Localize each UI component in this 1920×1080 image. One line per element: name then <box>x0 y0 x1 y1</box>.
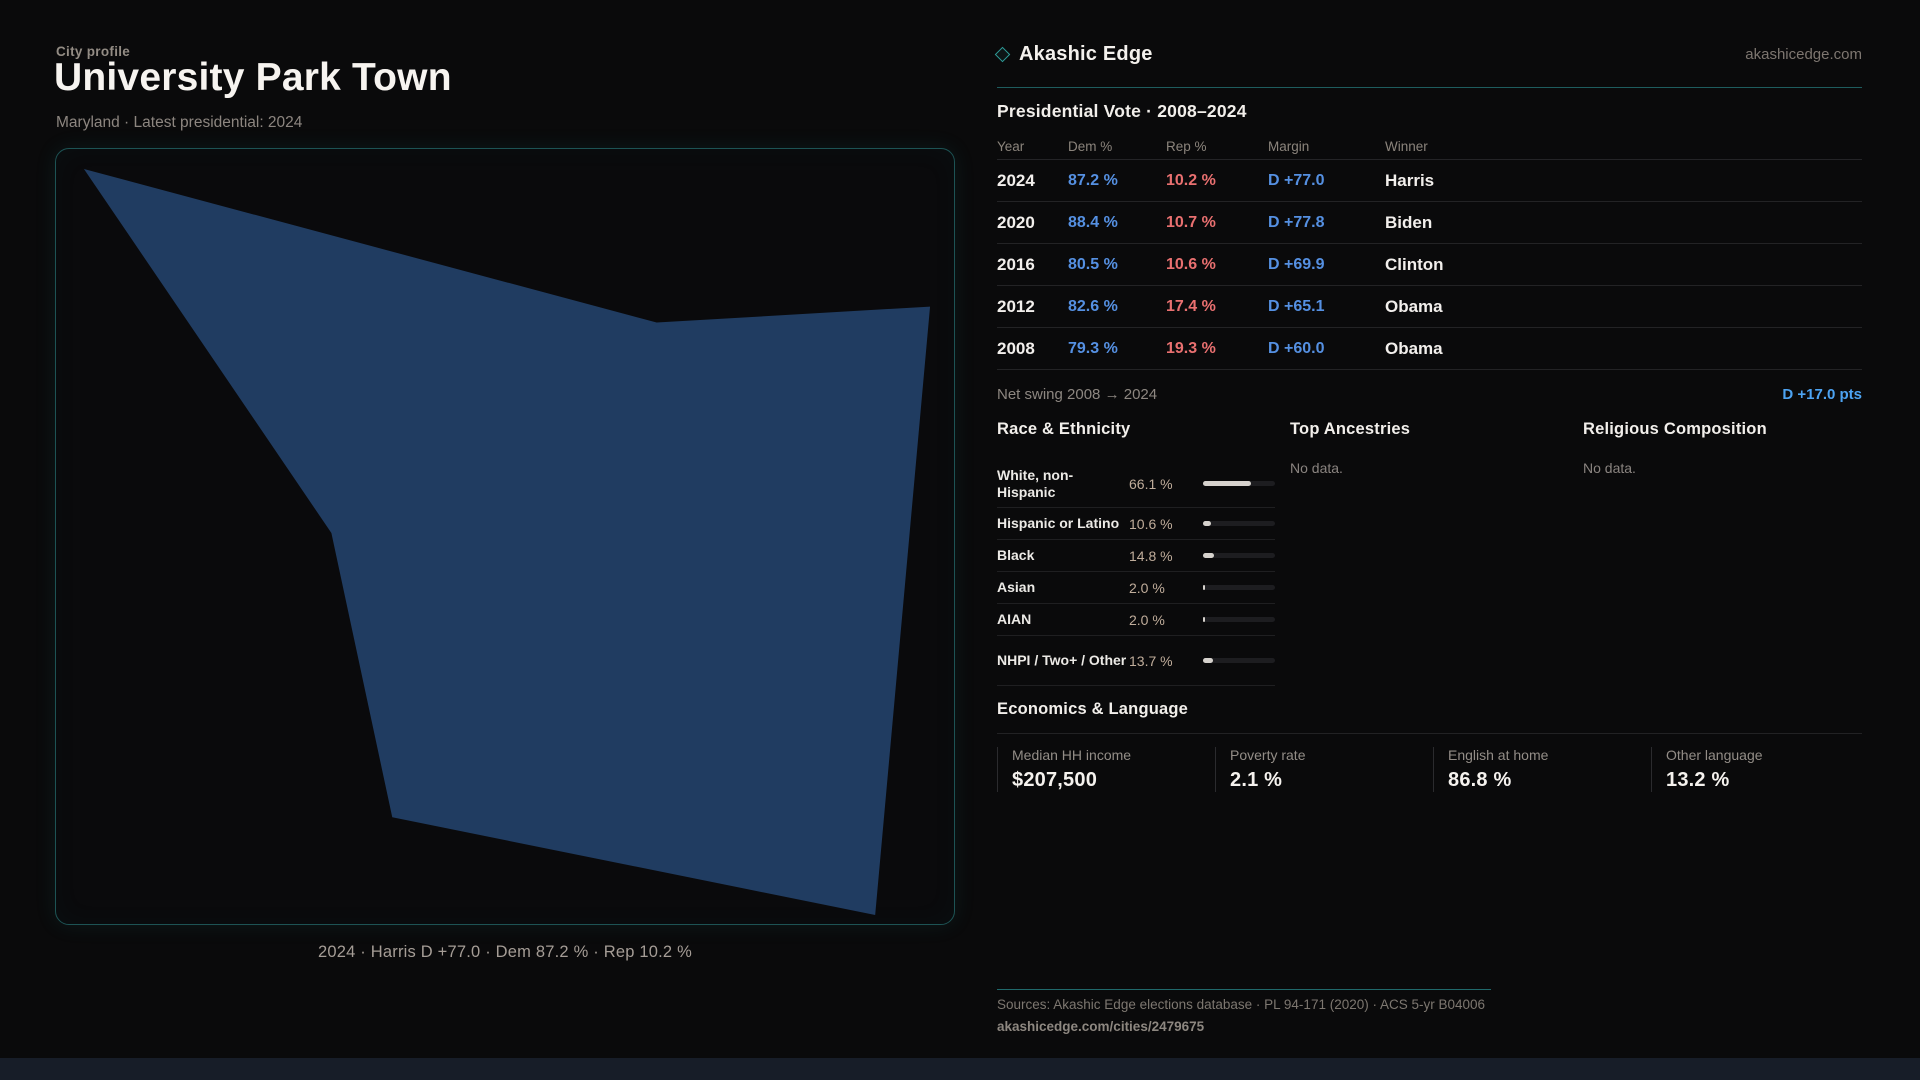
race-bar <box>1203 658 1275 663</box>
dem-cell: 87.2 % <box>1068 171 1118 189</box>
margin-cell: D +77.8 <box>1268 213 1325 231</box>
race-bar <box>1203 481 1275 486</box>
race-bar <box>1203 553 1275 558</box>
race-row <box>997 636 1275 686</box>
page-title: University Park Town <box>54 56 452 99</box>
margin-cell: D +65.1 <box>1268 297 1325 315</box>
race-row <box>997 540 1275 572</box>
race-bar <box>1203 521 1275 526</box>
race-label: White, non-Hispanic <box>997 466 1074 500</box>
ancestries-section <box>1290 420 1568 686</box>
stat-value: 13.2 % <box>1666 769 1730 791</box>
margin-cell: D +60.0 <box>1268 339 1325 357</box>
vote-table-body <box>997 160 1862 370</box>
col-margin: Margin <box>1268 139 1310 154</box>
race-value: 2.0 % <box>1129 579 1165 596</box>
brand-header <box>997 43 1862 66</box>
rep-cell: 10.6 % <box>1166 255 1216 273</box>
race-section-title: Race & Ethnicity <box>997 420 1131 438</box>
rep-cell: 10.2 % <box>1166 171 1216 189</box>
col-winner: Winner <box>1385 139 1428 154</box>
table-row <box>997 160 1862 202</box>
stat-other-language <box>1651 747 1862 792</box>
diamond-icon <box>995 47 1011 63</box>
demographics-columns <box>997 420 1862 686</box>
bottom-strip <box>0 1058 1920 1080</box>
footer-permalink[interactable]: akashicedge.com/cities/2479675 <box>997 1019 1205 1034</box>
net-swing-row <box>997 371 1862 417</box>
city-map-panel <box>55 148 955 925</box>
table-row <box>997 328 1862 370</box>
brand-name: Akashic Edge <box>1019 43 1153 65</box>
race-value: 14.8 % <box>1129 547 1173 564</box>
footer-divider <box>997 989 1491 990</box>
year-cell: 2024 <box>997 170 1035 190</box>
footer-sources: Sources: Akashic Edge elections database · PL 94-171 (2020) · ACS 5-yr B04006 <box>997 997 1486 1012</box>
stat-label: Poverty rate <box>1230 747 1306 763</box>
race-ethnicity-section <box>997 420 1275 686</box>
dem-cell: 80.5 % <box>1068 255 1118 273</box>
religion-section-title: Religious Composition <box>1583 420 1767 438</box>
race-row <box>997 460 1275 508</box>
stat-english-at-home <box>1433 747 1644 792</box>
winner-cell: Clinton <box>1385 254 1444 274</box>
race-row <box>997 508 1275 540</box>
year-cell: 2012 <box>997 296 1035 316</box>
vote-table-header <box>997 134 1862 160</box>
stat-value: 2.1 % <box>1230 769 1283 791</box>
race-value: 66.1 % <box>1129 475 1173 492</box>
table-row <box>997 202 1862 244</box>
economics-section-title: Economics & Language <box>997 700 1189 718</box>
page-subtitle: Maryland · Latest presidential: 2024 <box>56 114 303 131</box>
race-row <box>997 572 1275 604</box>
race-bar-fill <box>1203 617 1205 622</box>
race-rows <box>997 460 1275 686</box>
winner-cell: Biden <box>1385 212 1433 232</box>
stat-value: $207,500 <box>1012 769 1098 791</box>
table-row <box>997 286 1862 328</box>
ancestries-empty-state: No data. <box>1290 460 1343 476</box>
brand-left <box>997 43 1153 66</box>
race-label: AIAN <box>997 611 1032 628</box>
race-label: Black <box>997 547 1035 564</box>
stat-median-income <box>997 747 1208 792</box>
race-bar-fill <box>1203 658 1213 663</box>
page-kicker: City profile <box>56 44 131 59</box>
ancestries-section-title: Top Ancestries <box>1290 420 1411 438</box>
year-cell: 2008 <box>997 338 1035 358</box>
city-map <box>56 149 954 924</box>
stat-label: English at home <box>1448 747 1549 763</box>
race-value: 10.6 % <box>1129 515 1173 532</box>
winner-cell: Obama <box>1385 296 1443 316</box>
stat-label: Median HH income <box>1012 747 1132 763</box>
race-label: Asian <box>997 579 1036 596</box>
dem-cell: 79.3 % <box>1068 339 1118 357</box>
race-label: Hispanic or Latino <box>997 515 1120 532</box>
col-dem: Dem % <box>1068 139 1113 154</box>
vote-table-title: Presidential Vote · 2008–2024 <box>997 101 1247 121</box>
brand-site-link[interactable]: akashicedge.com <box>1745 46 1862 63</box>
stat-value: 86.8 % <box>1448 769 1512 791</box>
year-cell: 2016 <box>997 254 1035 274</box>
dem-cell: 82.6 % <box>1068 297 1118 315</box>
religion-empty-state: No data. <box>1583 460 1636 476</box>
map-caption: 2024 · Harris D +77.0 · Dem 87.2 % · Rep 10.2 % <box>318 943 692 961</box>
margin-cell: D +69.9 <box>1268 255 1325 273</box>
header-divider <box>997 87 1862 88</box>
col-year: Year <box>997 139 1025 154</box>
stat-label: Other language <box>1666 747 1763 763</box>
margin-cell: D +77.0 <box>1268 171 1325 189</box>
rep-cell: 17.4 % <box>1166 297 1216 315</box>
economics-stats <box>997 747 1862 792</box>
economics-divider <box>997 733 1862 734</box>
race-bar-fill <box>1203 585 1205 590</box>
stat-poverty-rate <box>1215 747 1426 792</box>
profile-panel <box>997 0 1862 1080</box>
winner-cell: Harris <box>1385 170 1435 190</box>
race-bar <box>1203 617 1275 622</box>
race-bar-fill <box>1203 481 1251 486</box>
net-swing-value: D +17.0 pts <box>1782 385 1862 403</box>
race-bar-fill <box>1203 553 1214 558</box>
race-bar-fill <box>1203 521 1211 526</box>
religion-section <box>1583 420 1861 686</box>
race-value: 13.7 % <box>1129 652 1173 669</box>
year-cell: 2020 <box>997 212 1035 232</box>
rep-cell: 19.3 % <box>1166 339 1216 357</box>
rep-cell: 10.7 % <box>1166 213 1216 231</box>
race-row <box>997 604 1275 636</box>
city-boundary-polygon <box>84 169 930 915</box>
race-label: NHPI / Two+ / Other <box>997 652 1127 669</box>
net-swing-label: Net swing 2008 → 2024 <box>997 385 1158 403</box>
table-row <box>997 244 1862 286</box>
dem-cell: 88.4 % <box>1068 213 1118 231</box>
col-rep: Rep % <box>1166 139 1207 154</box>
winner-cell: Obama <box>1385 338 1443 358</box>
race-bar <box>1203 585 1275 590</box>
race-value: 2.0 % <box>1129 611 1165 628</box>
